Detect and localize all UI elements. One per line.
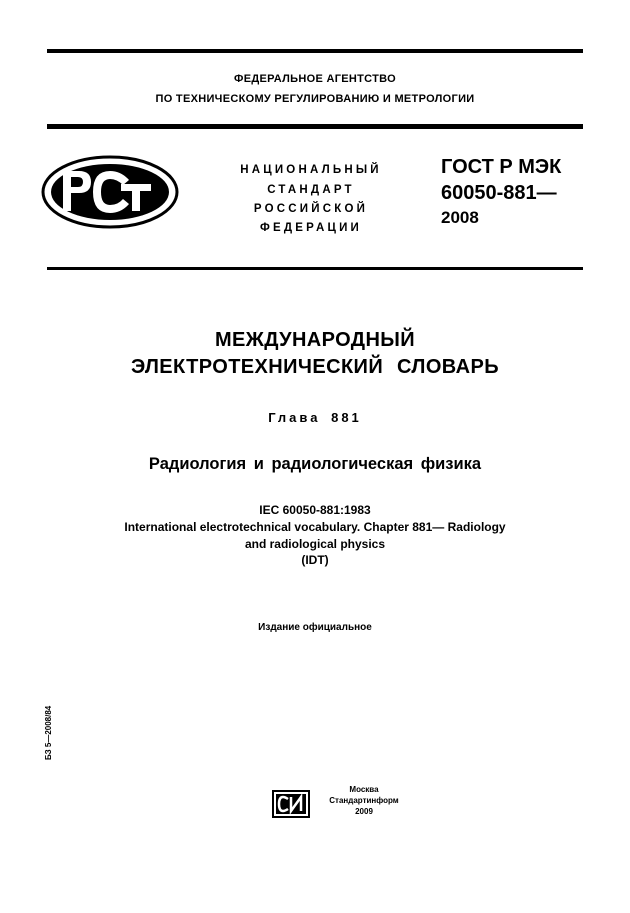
publisher-city: Москва xyxy=(349,785,379,794)
national-standard-line-1: НАЦИОНАЛЬНЫЙ xyxy=(240,164,382,176)
national-standard-line-3: РОССИЙСКОЙ xyxy=(253,203,369,215)
iec-reference-line-2: International electrotechnical vocabulary. Chapter 881— Radiology xyxy=(124,520,506,534)
publisher-name: Стандартинформ xyxy=(329,796,399,805)
standartinform-logo-icon xyxy=(272,790,310,818)
designation-rule xyxy=(47,267,583,270)
side-code: БЗ 5—2008/84 xyxy=(44,705,53,760)
iec-reference-line-3: and radiological physics xyxy=(244,537,386,551)
subtitle: Радиология и радиологическая физика xyxy=(148,455,482,473)
publisher-info xyxy=(316,784,412,817)
national-standard-line-4: ФЕДЕРАЦИИ xyxy=(259,222,363,234)
agency-line-2: ПО ТЕХНИЧЕСКОМУ РЕГУЛИРОВАНИЮ И МЕТРОЛОГИИ xyxy=(155,93,475,105)
standard-designation-year: 2008 xyxy=(441,208,479,227)
title-line-2: ЭЛЕКТРОТЕХНИЧЕСКИЙ СЛОВАРЬ xyxy=(131,356,499,378)
edition-note: Издание официальное xyxy=(258,622,372,633)
standard-designation-line-2: 60050-881— xyxy=(441,182,557,204)
agency-line-1: ФЕДЕРАЛЬНОЕ АГЕНТСТВО xyxy=(234,73,396,85)
iec-reference-line-4: (IDT) xyxy=(301,553,329,567)
header-rule xyxy=(47,124,583,129)
iec-reference-line-1: IEC 60050-881:1983 xyxy=(259,503,371,517)
title-line-1: МЕЖДУНАРОДНЫЙ xyxy=(214,329,416,351)
chapter-heading xyxy=(0,410,630,425)
rst-certification-mark-icon xyxy=(41,155,179,229)
chapter-number: 881 xyxy=(331,410,362,425)
national-standard-line-2: СТАНДАРТ xyxy=(267,184,355,196)
chapter-label: Глава xyxy=(268,410,321,425)
publisher-year: 2009 xyxy=(355,807,373,816)
top-rule xyxy=(47,49,583,53)
standard-designation-line-1: ГОСТ Р МЭК xyxy=(441,156,562,178)
